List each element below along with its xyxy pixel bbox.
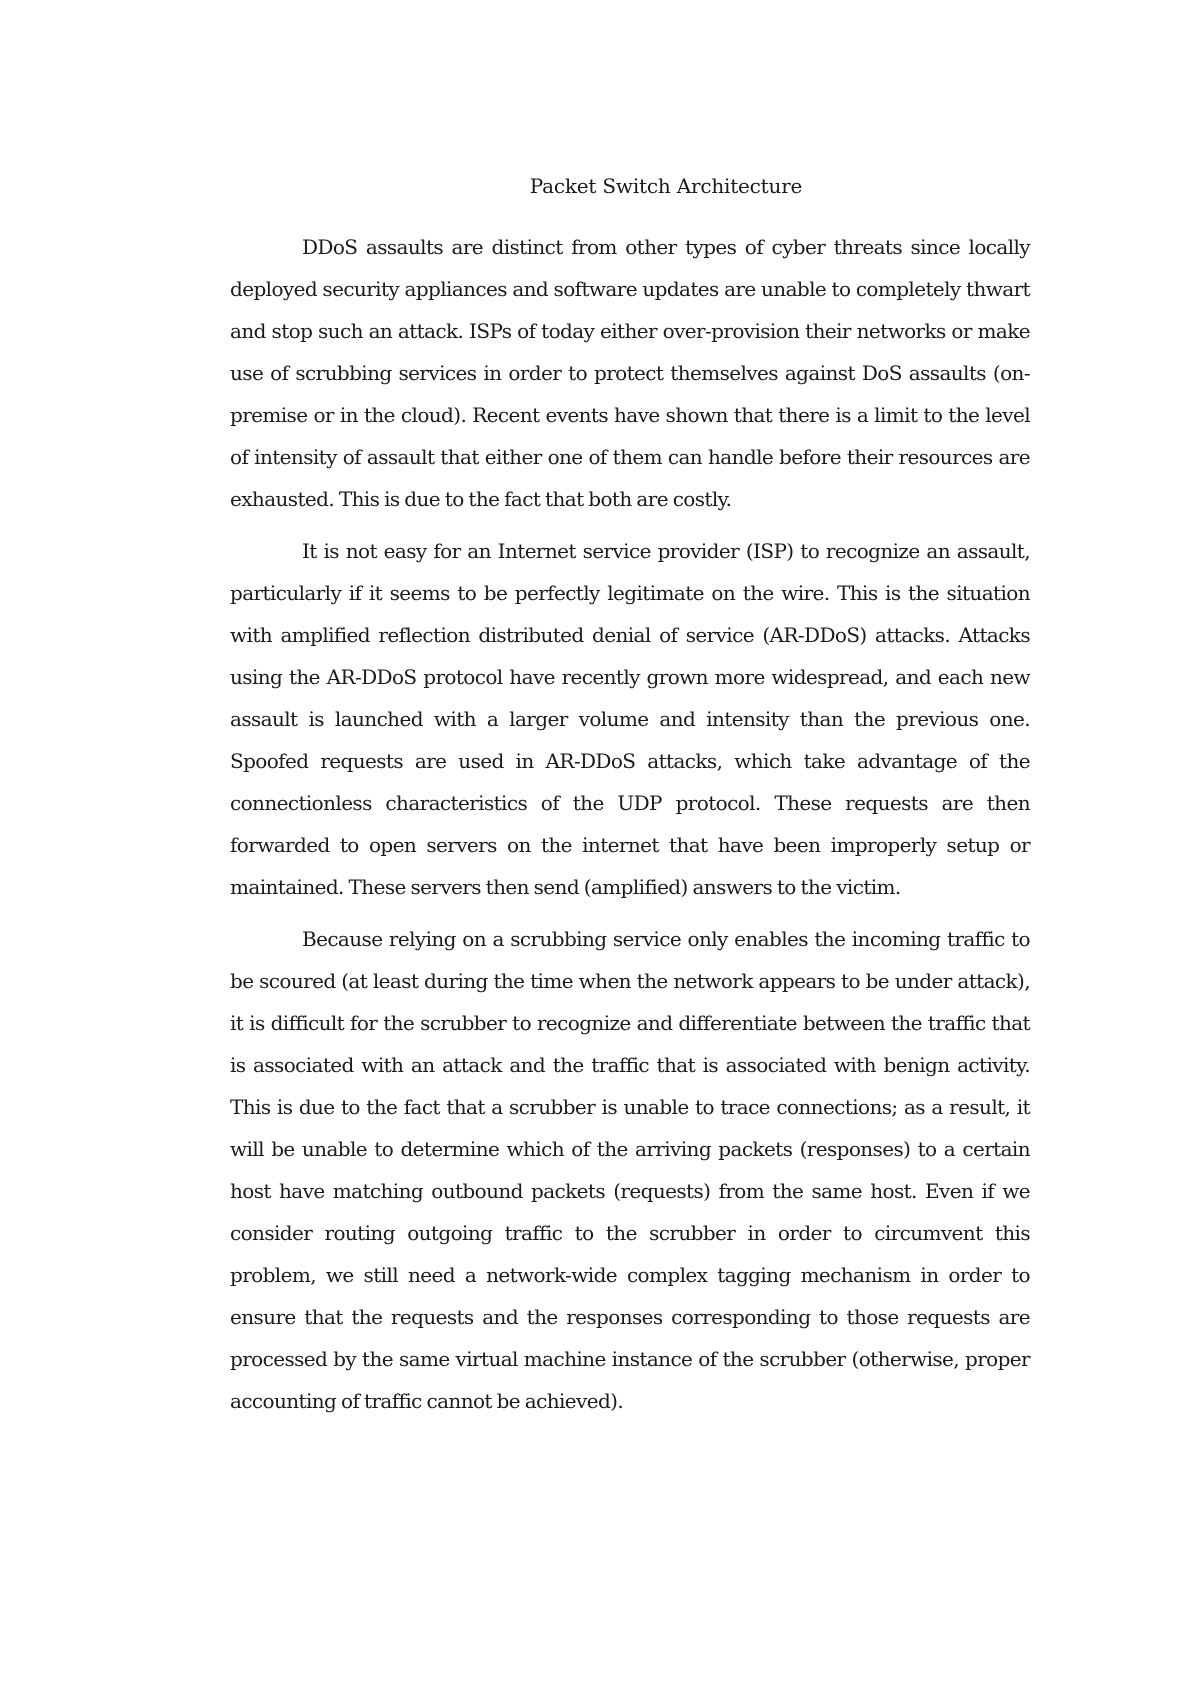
document-body	[230, 226, 1030, 1432]
paragraph-2: It is not easy for an Internet service provider (ISP) to recognize an assault, particularly if it seems to be perfectly legitimate on the wire. This is the situation with amplified reflection distributed denial of service (AR-DDoS) attacks. Attacks using the AR-DDoS protocol have recently grown more widespread, and each new assault is launched with a larger volume and intensity than the previous one. Spoofed requests are used in AR-DDoS attacks, which take advantage of the connectionless characteristics of the UDP protocol. These requests are then forwarded to open servers on the internet that have been improperly setup or maintained. These servers then send (amplified) answers to the victim.	[230, 539, 1030, 899]
paragraph-1: DDoS assaults are distinct from other types of cyber threats since locally deployed security appliances and software updates are unable to completely thwart and stop such an attack. ISPs of today either over-provision their networks or make use of scrubbing services in order to protect themselves against DoS assaults (on-premise or in the cloud). Recent events have shown that there is a limit to the level of intensity of assault that either one of them can handle before their resources are exhausted. This is due to the fact that both are costly.	[230, 235, 1030, 511]
document-title: Packet Switch Architecture	[529, 174, 803, 198]
paragraph-3: Because relying on a scrubbing service only enables the incoming traffic to be scoured (at least during the time when the network appears to be under attack), it is difficult for the scrubber to recognize and differentiate between the traffic that is associated with an attack and the traffic that is associated with benign activity. This is due to the fact that a scrubber is unable to trace connections; as a result, it will be unable to determine which of the arriving packets (responses) to a certain host have matching outbound packets (requests) from the same host. Even if we consider routing outgoing traffic to the scrubber in order to circumvent this problem, we still need a network-wide complex tagging mechanism in order to ensure that the requests and the responses corresponding to those requests are processed by the same virtual machine instance of the scrubber (otherwise, proper accounting of traffic cannot be achieved).	[230, 927, 1030, 1413]
